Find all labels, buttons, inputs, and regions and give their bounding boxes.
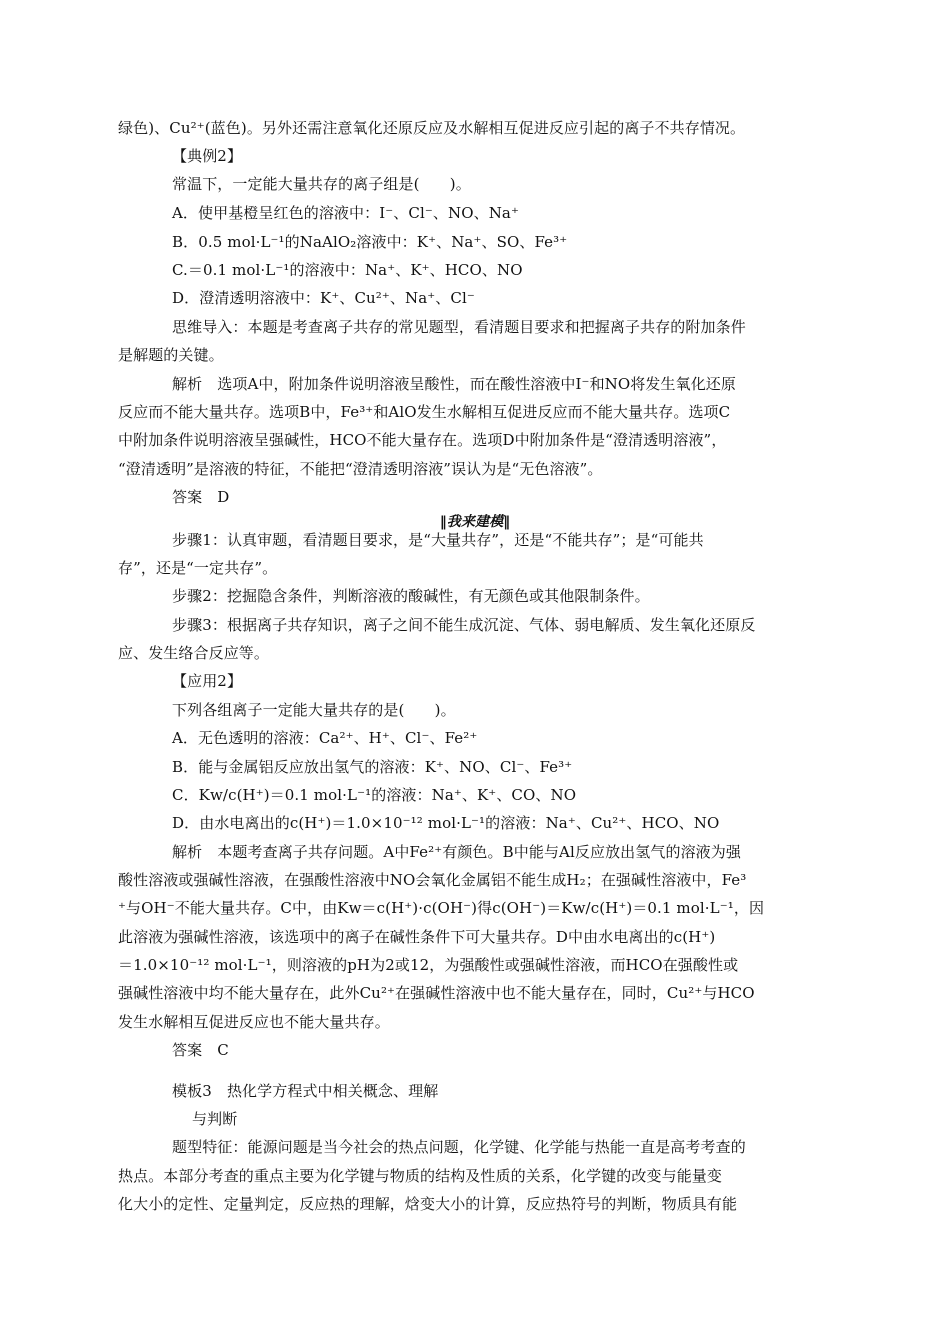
section-label: 【典例2】 xyxy=(172,147,243,165)
question-stem: 常温下，一定能大量共存的离子组是( )。 xyxy=(172,175,471,193)
option-c: C.＝0.1 mol·L⁻¹的溶液中：Na⁺、K⁺、HCO、NO xyxy=(172,261,523,279)
text-line: 反应而不能大量共存。选项B中，Fe³⁺和AlO发生水解相互促进反应而不能大量共存。选项C xyxy=(118,403,731,421)
text-line: 强碱性溶液中均不能大量存在，此外Cu²⁺在强碱性溶液中也不能大量存在，同时，Cu²⁺与HCO xyxy=(118,984,755,1002)
question-stem: 下列各组离子一定能大量共存的是( )。 xyxy=(172,701,456,719)
answer-line: 答案 C xyxy=(172,1041,229,1059)
section-label: 【应用2】 xyxy=(172,672,243,690)
option-b: B．能与金属铝反应放出氢气的溶液：K⁺、NO、Cl⁻、Fe³⁺ xyxy=(172,758,573,776)
text-line: 步骤3：根据离子共存知识，离子之间不能生成沉淀、气体、弱电解质、发生氧化还原反 xyxy=(172,616,756,634)
option-d: D．由水电离出的c(H⁺)＝1.0×10⁻¹² mol·L⁻¹的溶液：Na⁺、Cu²⁺、HCO、NO xyxy=(172,814,720,832)
text-line: 酸性溶液或强碱性溶液，在强酸性溶液中NO会氧化金属铝不能生成H₂；在强碱性溶液中，Fe³ xyxy=(118,871,747,889)
text-line: 中附加条件说明溶液呈强碱性，HCO不能大量存在。选项D中附加条件是“澄清透明溶液”， xyxy=(118,431,727,449)
text-line: “澄清透明”是溶液的特征，不能把“澄清透明溶液”误认为是“无色溶液”。 xyxy=(118,460,603,478)
text-line: 是解题的关键。 xyxy=(118,346,224,364)
text-line: 化大小的定性、定量判定，反应热的理解，焓变大小的计算，反应热符号的判断，物质具有能 xyxy=(118,1195,738,1213)
option-a: A．使甲基橙呈红色的溶液中：I⁻、Cl⁻、NO、Na⁺ xyxy=(172,204,519,222)
text-line: 思维导入：本题是考查离子共存的常见题型，看清题目要求和把握离子共存的附加条件 xyxy=(172,318,746,336)
text-line: 解析 本题考查离子共存问题。A中Fe²⁺有颜色。B中能与Al反应放出氢气的溶液为强 xyxy=(172,843,741,861)
text-line: 此溶液为强碱性溶液，该选项中的离子在碱性条件下可大量共存。D中由水电离出的c(H⁺) xyxy=(118,928,716,946)
text-line: 题型特征：能源问题是当今社会的热点问题，化学键、化学能与热能一直是高考考查的 xyxy=(172,1138,746,1156)
text-line: 绿色)、Cu²⁺(蓝色)。另外还需注意氧化还原反应及水解相互促进反应引起的离子不共存情况。 xyxy=(118,119,746,137)
option-c: C．Kw/c(H⁺)＝0.1 mol·L⁻¹的溶液：Na⁺、K⁺、CO、NO xyxy=(172,786,577,804)
text-line: 热点。本部分考查的重点主要为化学键与物质的结构及性质的关系，化学键的改变与能量变 xyxy=(118,1167,723,1185)
text-line: 发生水解相互促进反应也不能大量共存。 xyxy=(118,1013,390,1031)
text-line: ⁺与OH⁻不能大量共存。C中，由Kw＝c(H⁺)·c(OH⁻)得c(OH⁻)＝Kw/c(H⁺)＝0.1 mol·L⁻¹，因 xyxy=(118,899,765,917)
text-line: 应、发生络合反应等。 xyxy=(118,644,270,662)
text-line: 步骤1：认真审题，看清题目要求，是“大量共存”，还是“不能共存”；是“可能共 xyxy=(172,531,704,549)
option-a: A．无色透明的溶液：Ca²⁺、H⁺、Cl⁻、Fe²⁺ xyxy=(172,729,478,747)
text-line: 解析 选项A中，附加条件说明溶液呈酸性，而在酸性溶液中I⁻和NO将发生氧化还原 xyxy=(172,375,737,393)
text-line: 存”，还是“一定共存”。 xyxy=(118,559,278,577)
text-line: 步骤2：挖掘隐含条件，判断溶液的酸碱性，有无颜色或其他限制条件。 xyxy=(172,587,650,605)
section-heading: ‖我来建模‖ xyxy=(439,514,511,530)
option-d: D．澄清透明溶液中：K⁺、Cu²⁺、Na⁺、Cl⁻ xyxy=(172,289,475,307)
text-line: ＝1.0×10⁻¹² mol·L⁻¹，则溶液的pH为2或12，为强酸性或强碱性溶液，而HCO在强酸性或 xyxy=(118,956,739,974)
option-b: B．0.5 mol·L⁻¹的NaAlO₂溶液中：K⁺、Na⁺、SO、Fe³⁺ xyxy=(172,233,568,251)
answer-line: 答案 D xyxy=(172,488,230,506)
template-heading: 模板3 热化学方程式中相关概念、理解 xyxy=(172,1082,439,1100)
template-heading-cont: 与判断 xyxy=(192,1110,238,1128)
